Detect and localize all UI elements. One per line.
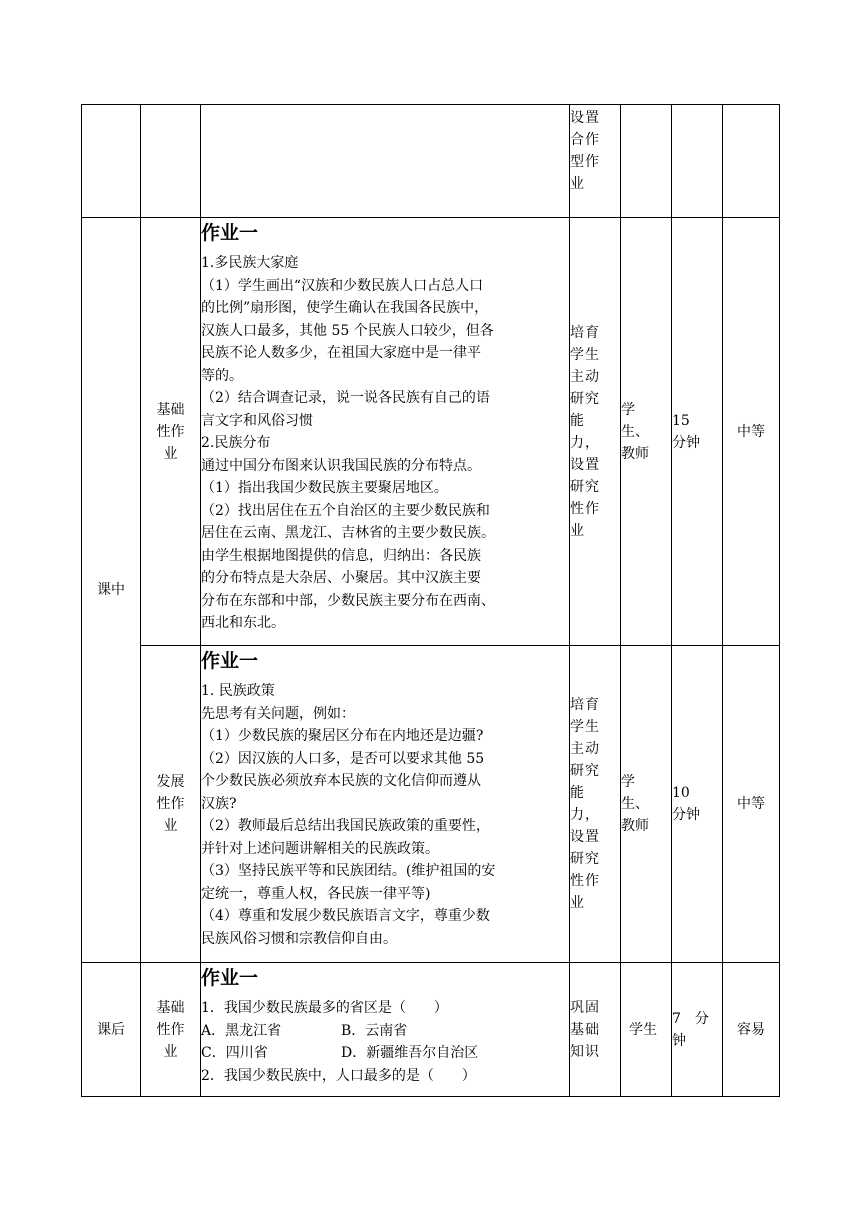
goal-line: 培育 <box>570 324 600 341</box>
type-line: 发展 <box>156 774 185 790</box>
stage-label: 课中 <box>97 582 125 598</box>
type-line: 业 <box>163 1043 178 1060</box>
stage-cell <box>82 963 141 1097</box>
content-line: 2.民族分布 <box>201 435 271 451</box>
content-line: 并针对上述问题讲解相关的民族政策。 <box>201 840 439 857</box>
goal-cell <box>570 963 621 1097</box>
participants-line: 学 <box>621 774 635 790</box>
difficulty-cell <box>723 218 780 646</box>
stage-cell <box>82 218 141 963</box>
content-line: 先思考有关问题，例如： <box>201 705 355 722</box>
goal-line: 基础 <box>570 1021 600 1038</box>
goal-line: 业 <box>570 176 585 192</box>
difficulty-label: 容易 <box>737 1021 765 1038</box>
table-row <box>82 963 780 1097</box>
content-cell <box>201 105 570 218</box>
content-line: 分布在东部和中部，少数民族主要分布在西南、 <box>201 592 495 609</box>
content-line: 个少数民族必须放弃本民族的文化信仰而遵从 <box>201 773 481 789</box>
content-line: 1．我国少数民族最多的省区是（ ） <box>201 1000 448 1016</box>
participants-cell <box>621 963 672 1097</box>
time-cell <box>672 105 723 218</box>
option-b: B．云南省 <box>341 1022 408 1039</box>
type-line: 业 <box>163 445 178 462</box>
option-c: C．四川省 <box>201 1045 268 1061</box>
difficulty-cell <box>723 646 780 963</box>
content-line: 的分布特点是大杂居、小聚居。其中汉族主要 <box>201 570 481 586</box>
participants-line: 教师 <box>621 818 649 834</box>
goal-line: 学生 <box>570 719 600 735</box>
goal-line: 研究 <box>570 478 600 495</box>
goal-line: 力， <box>570 807 600 823</box>
type-line: 基础 <box>156 999 185 1016</box>
goal-cell <box>570 218 621 646</box>
content-line: 汉族人口最多，其他 55 个民族人口较少，但各 <box>201 322 494 339</box>
time-cell <box>672 646 723 963</box>
goal-line: 型作 <box>570 154 600 170</box>
time-line: 7 分 <box>672 1010 709 1027</box>
goal-line: 知识 <box>570 1043 600 1060</box>
time-line: 钟 <box>672 1032 686 1049</box>
table-row <box>82 105 780 218</box>
type-cell <box>141 105 201 218</box>
type-cell <box>141 646 201 963</box>
type-line: 业 <box>163 818 178 834</box>
participants-cell <box>621 218 672 646</box>
content-heading: 作业一 <box>201 650 259 672</box>
goal-line: 研究 <box>570 390 600 407</box>
table-row <box>82 218 780 646</box>
goal-cell <box>570 646 621 963</box>
goal-line: 设置 <box>570 110 600 126</box>
content-line: （4）尊重和发展少数民族语言文字，尊重少数 <box>201 908 490 924</box>
participants-cell <box>621 105 672 218</box>
goal-line: 设置 <box>570 456 600 473</box>
participants-line: 生、 <box>621 423 649 440</box>
goal-line: 主动 <box>570 368 600 385</box>
difficulty-label: 中等 <box>737 423 765 440</box>
type-line: 性作 <box>156 796 185 812</box>
goal-line: 力， <box>570 434 600 451</box>
content-line: 西北和东北。 <box>201 615 285 631</box>
difficulty-label: 中等 <box>737 796 765 812</box>
content-line: 民族风俗习惯和宗教信仰自由。 <box>201 930 397 947</box>
content-line: （2）因汉族的人口多，是否可以要求其他 55 <box>201 750 485 767</box>
goal-line: 性作 <box>570 873 600 889</box>
participants-line: 教师 <box>621 445 649 462</box>
content-line: 民族不论人数多少，在祖国大家庭中是一律平 <box>201 345 481 361</box>
content-line: （2）教师最后总结出我国民族政策的重要性， <box>201 818 490 834</box>
goal-cell <box>570 105 621 218</box>
content-cell <box>201 963 570 1097</box>
content-line: 1. 民族政策 <box>201 683 275 699</box>
content-line: （1）少数民族的聚居区分布在内地还是边疆? <box>201 728 484 744</box>
option-line <box>201 1042 569 1065</box>
content-line: （1）指出我国少数民族主要聚居地区。 <box>201 480 448 496</box>
difficulty-cell <box>723 963 780 1097</box>
goal-line: 研究 <box>570 763 600 779</box>
content-line: 定统一，尊重人权，各民族一律平等) <box>201 885 431 902</box>
content-line: （2）找出居住在五个自治区的主要少数民族和 <box>201 502 490 519</box>
content-cell <box>201 218 570 646</box>
content-line: 言文字和风俗习惯 <box>201 412 313 429</box>
time-line: 分钟 <box>672 434 700 451</box>
participants-line: 生、 <box>621 796 649 812</box>
goal-line: 性作 <box>570 500 600 517</box>
time-cell <box>672 218 723 646</box>
option-d: D．新疆维吾尔自治区 <box>341 1045 479 1061</box>
content-cell <box>201 646 570 963</box>
stage-label: 课后 <box>97 1021 125 1038</box>
goal-line: 设置 <box>570 829 600 845</box>
content-line: （2）结合调查记录，说一说各民族有自己的语 <box>201 390 490 406</box>
homework-design-table <box>81 104 780 1097</box>
content-heading: 作业一 <box>201 967 259 989</box>
content-line: （1）学生画出“汉族和少数民族人口占总人口 <box>201 277 484 294</box>
time-line: 10 <box>672 785 690 801</box>
content-line: 由学生根据地图提供的信息，归纳出：各民族 <box>201 547 481 564</box>
goal-line: 业 <box>570 522 585 539</box>
option-a: A．黑龙江省 <box>201 1022 282 1039</box>
time-cell <box>672 963 723 1097</box>
goal-line: 能 <box>570 412 585 429</box>
content-line: 汉族? <box>201 795 237 812</box>
content-heading: 作业一 <box>201 222 259 244</box>
time-line: 15 <box>672 412 690 429</box>
table-row <box>82 646 780 963</box>
option-line <box>201 1020 569 1043</box>
goal-line: 研究 <box>570 851 600 867</box>
type-line: 基础 <box>156 401 185 418</box>
content-line: （3）坚持民族平等和民族团结。(维护祖国的安 <box>201 863 496 879</box>
goal-line: 合作 <box>570 132 600 148</box>
type-cell <box>141 218 201 646</box>
goal-line: 主动 <box>570 741 600 757</box>
participants-line: 学生 <box>629 1021 657 1038</box>
content-line: 居住在云南、黑龙江、吉林省的主要少数民族。 <box>201 525 495 541</box>
content-line: 通过中国分布图来认识我国民族的分布特点。 <box>201 457 481 474</box>
goal-line: 学生 <box>570 346 600 363</box>
content-line: 等的。 <box>201 367 243 384</box>
participants-cell <box>621 646 672 963</box>
stage-cell <box>82 105 141 218</box>
content-line: 2．我国少数民族中，人口最多的是（ ） <box>201 1067 476 1084</box>
goal-line: 业 <box>570 895 585 911</box>
goal-line: 巩固 <box>570 999 600 1016</box>
type-cell <box>141 963 201 1097</box>
goal-line: 能 <box>570 785 585 801</box>
content-line: 1.多民族大家庭 <box>201 255 299 271</box>
content-line: 的比例”扇形图，使学生确认在我国各民族中， <box>201 300 489 316</box>
difficulty-cell <box>723 105 780 218</box>
participants-line: 学 <box>621 401 635 418</box>
time-line: 分钟 <box>672 807 700 823</box>
type-line: 性作 <box>156 1021 185 1038</box>
type-line: 性作 <box>156 423 185 440</box>
goal-line: 培育 <box>570 697 600 713</box>
